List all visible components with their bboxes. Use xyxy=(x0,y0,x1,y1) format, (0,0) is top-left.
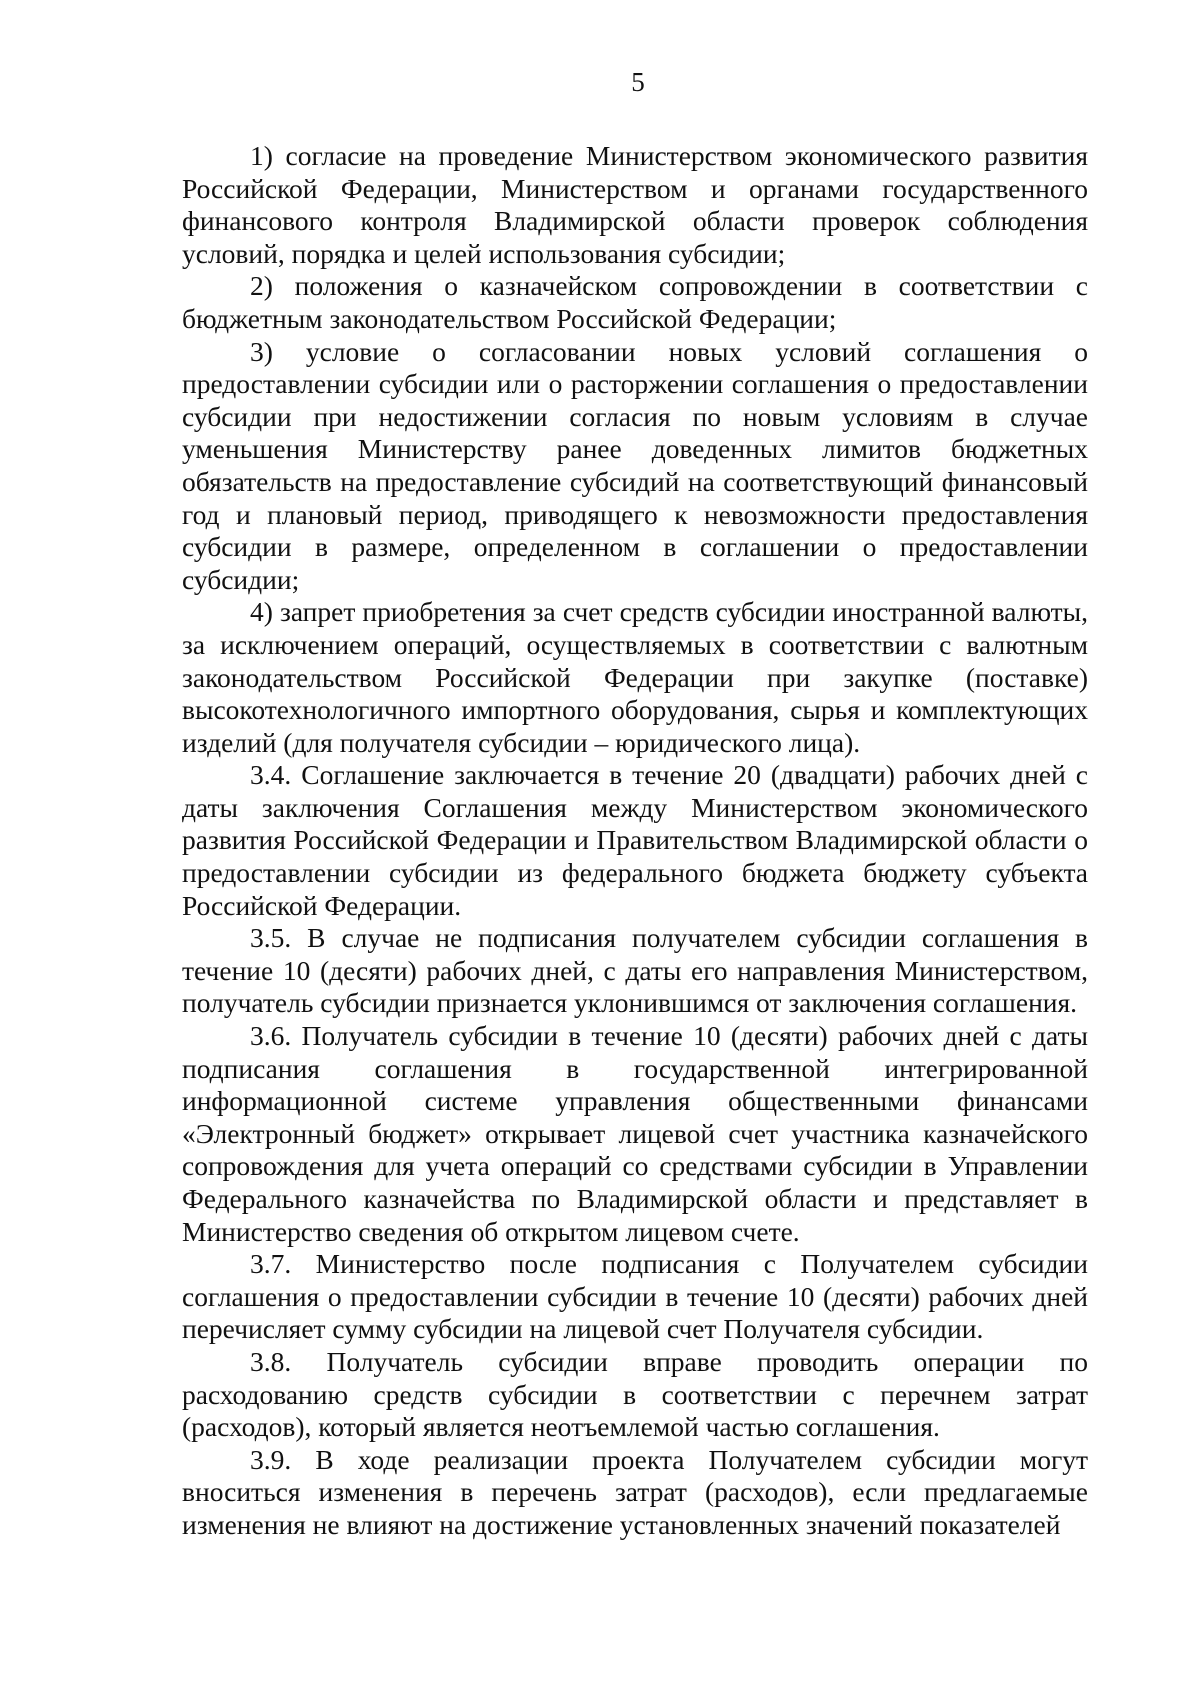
document-body xyxy=(182,140,1088,1542)
paragraph-3-8: 3.8. Получатель субсидии вправе проводить операции по расходованию средств субсидии в соответствии с перечнем затрат (расходов), который является неотъемлемой частью соглашения. xyxy=(182,1345,1088,1443)
paragraph-3-7: 3.7. Министерство после подписания с Получателем субсидии соглашения о предоставлении субсидии в течение 10 (десяти) рабочих дней перечисляет сумму субсидии на лицевой счет Получателя субсидии. xyxy=(182,1248,1088,1345)
paragraph-item-3: 3) условие о согласовании новых условий соглашения о предоставлении субсидии или о расторжении соглашения о предоставлении субсидии при недостижении согласия по новым условиям в случае уменьшения Министерству ранее доведенных лимитов бюджетных обязательств на предоставление субсидий на соответствующий финансовый год и плановый период, приводящего к невозможности предоставления субсидии в размере, определенном в соглашении о предоставлении субсидии; xyxy=(182,335,1088,595)
paragraph-item-4: 4) запрет приобретения за счет средств субсидии иностранной валюты, за исключением операций, осуществляемых в соответствии с валютным законодательством Российской Федерации при закупке (поставке) высокотехнологичного импортного оборудования, сырья и комплектующих изделий (для получателя субсидии – юридического лица). xyxy=(182,596,1088,758)
paragraph-3-6: 3.6. Получатель субсидии в течение 10 (десяти) рабочих дней с даты подписания соглашения в государственной интегрированной информационной системе управления общественными финансами «Электронный бюджет» открывает лицевой счет участника казначейского сопровождения для учета операций со средствами субсидии в Управлении Федерального казначейства по Владимирской области и представляет в Министерство сведения об открытом лицевом счете. xyxy=(182,1020,1088,1247)
paragraph-3-5: 3.5. В случае не подписания получателем субсидии соглашения в течение 10 (десяти) рабочих дней, с даты его направления Министерством, получатель субсидии признается уклонившимся от заключения соглашения. xyxy=(182,922,1088,1019)
page-number: 5 xyxy=(631,67,645,97)
paragraph-item-2: 2) положения о казначейском сопровождении в соответствии с бюджетным законодательством Российской Федерации; xyxy=(182,270,1088,334)
paragraph-3-4: 3.4. Соглашение заключается в течение 20 (двадцати) рабочих дней с даты заключения Соглашения между Министерством экономического развития Российской Федерации и Правительством Владимирской области о предоставлении субсидии из федерального бюджета бюджету субъекта Российской Федерации. xyxy=(182,759,1088,921)
paragraph-3-9: 3.9. В ходе реализации проекта Получателем субсидии могут вноситься изменения в перечень затрат (расходов), если предлагаемые изменения не влияют на достижение установленных значений показателей xyxy=(182,1443,1088,1540)
paragraph-item-1: 1) согласие на проведение Министерством экономического развития Российской Федерации, Министерством и органами государственного финансового контроля Владимирской области проверок соблюдения условий, порядка и целей использования субсидии; xyxy=(182,140,1088,269)
